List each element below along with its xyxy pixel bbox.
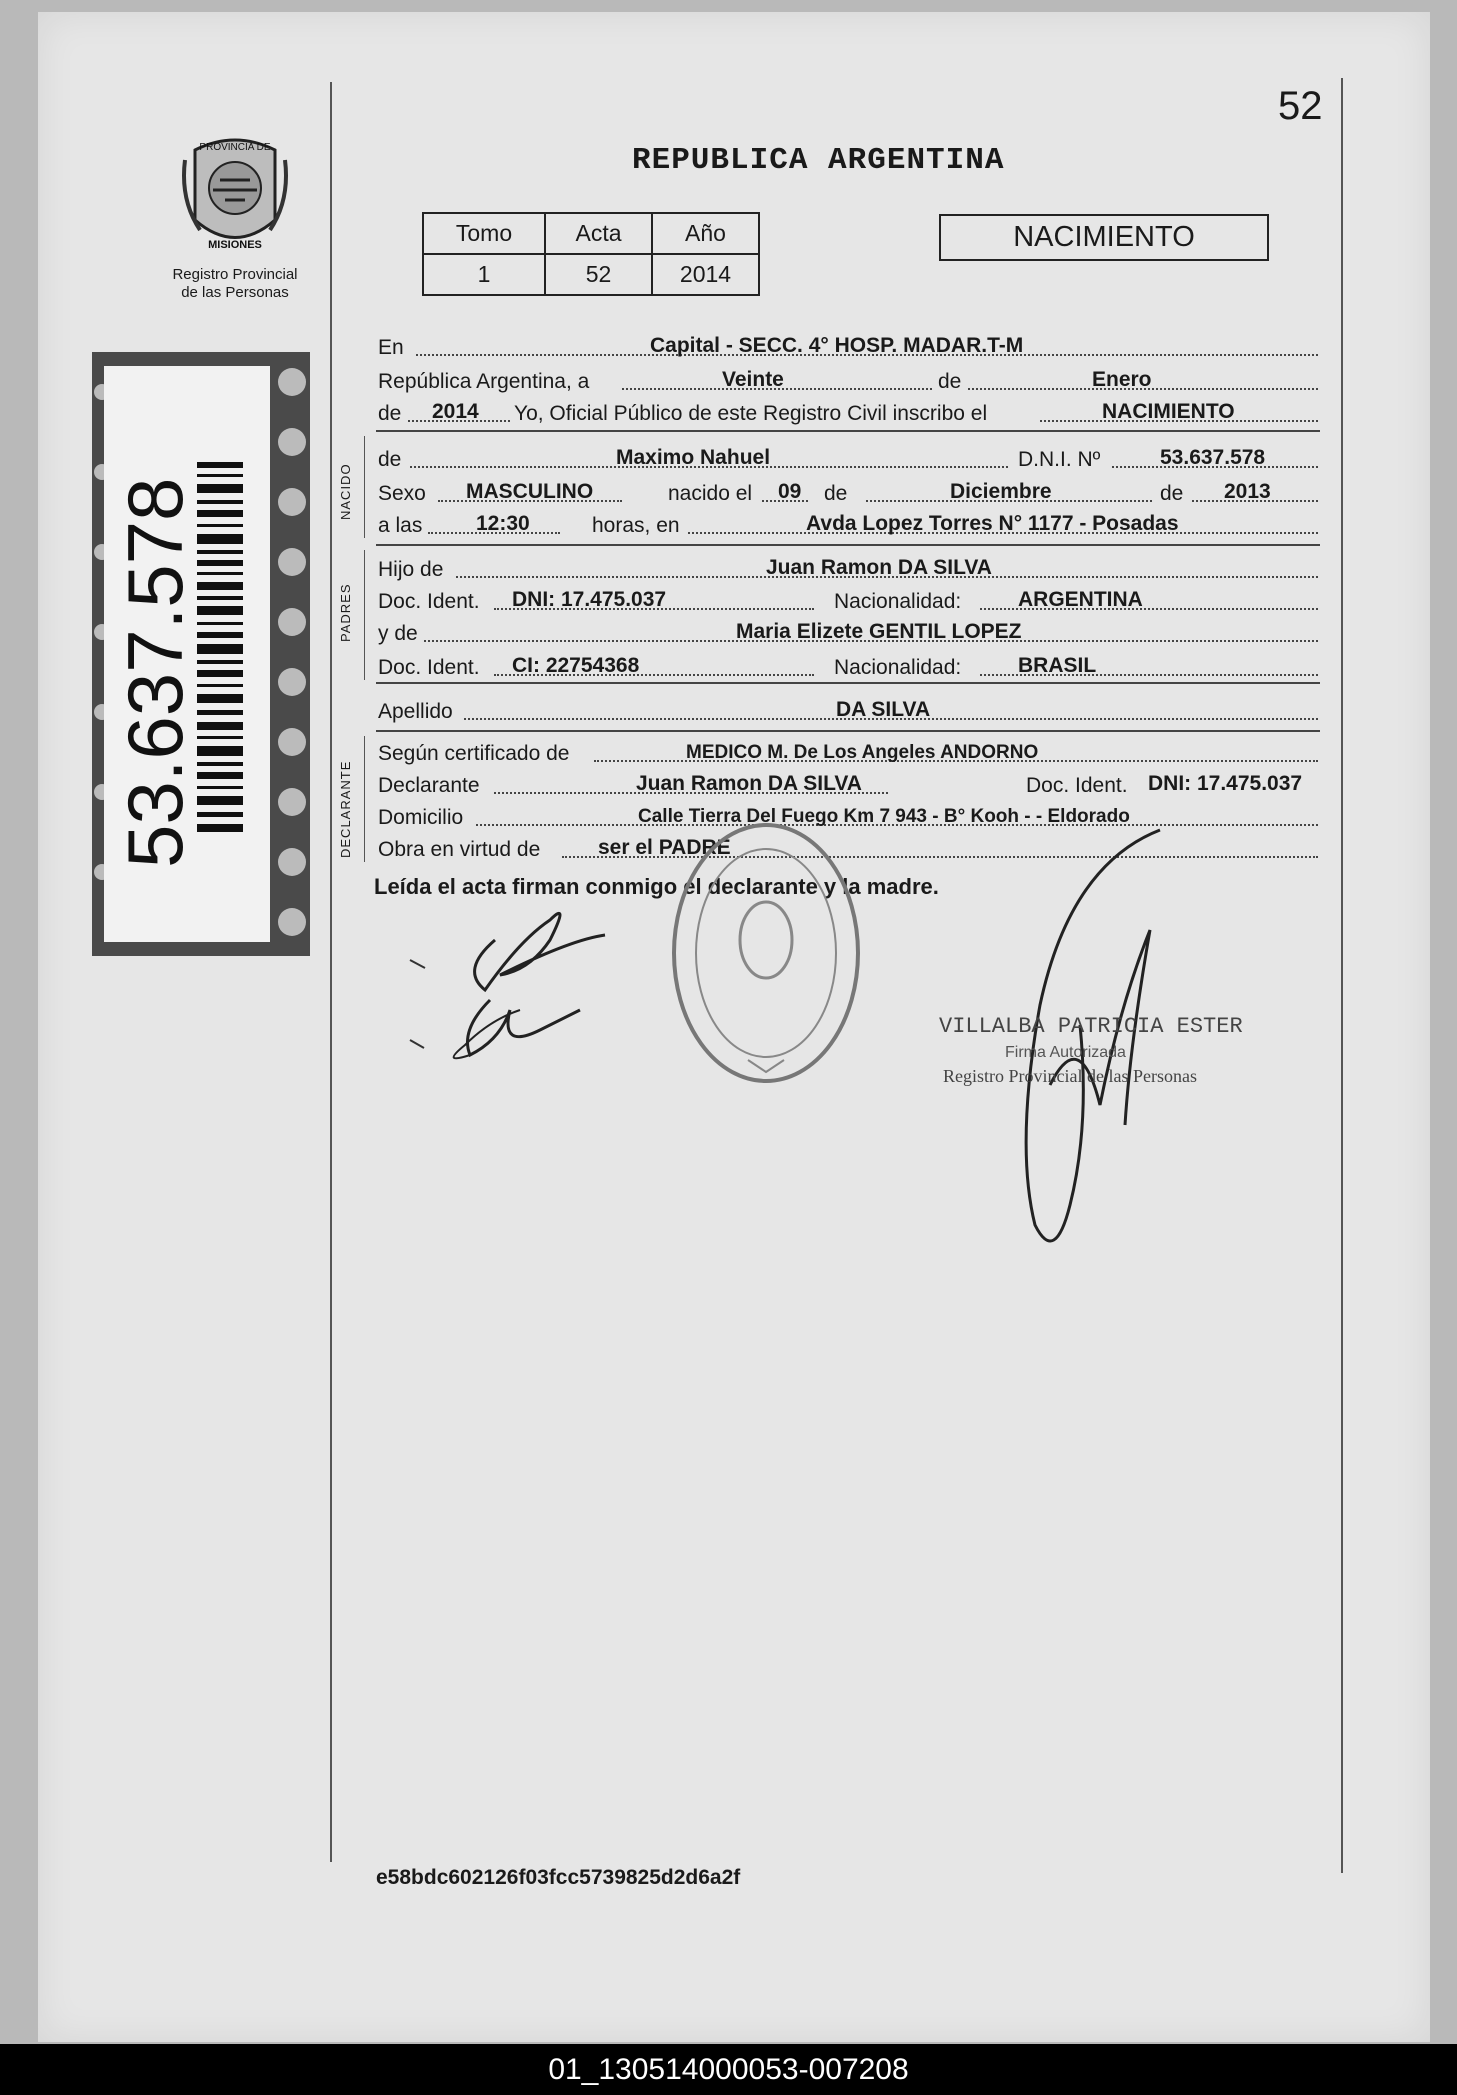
label-republica: República Argentina, a <box>378 370 590 393</box>
label-horas-en: horas, en <box>592 514 680 537</box>
value-padre: Juan Ramon DA SILVA <box>766 556 992 579</box>
row-madre-doc <box>376 648 1320 682</box>
value-madre-nac: BRASIL <box>1018 654 1097 677</box>
right-margin-line <box>1341 78 1343 1873</box>
value-mes: Enero <box>1092 368 1152 391</box>
value-mes-nac: Diciembre <box>950 480 1052 503</box>
label-de-mes: de <box>938 370 962 393</box>
value-hora: 12:30 <box>476 512 530 535</box>
label-doc-ident-padre: Doc. Ident. <box>378 590 480 613</box>
page-number: 52 <box>1278 84 1323 128</box>
row-lugar <box>376 328 1320 362</box>
closing-statement: Leída el acta firman conmigo el declarante y la madre. <box>374 874 939 899</box>
side-label-declarante: DECLARANTE <box>338 760 353 858</box>
label-domicilio: Domicilio <box>378 806 464 829</box>
label-de-anio-nac: de <box>1160 482 1184 505</box>
registry-caption <box>150 266 320 302</box>
row-fecha <box>376 362 1320 396</box>
document-title: REPUBLICA ARGENTINA <box>632 143 1005 178</box>
value-declarante-doc: DNI: 17.475.037 <box>1148 772 1303 795</box>
value-acta: 52 <box>545 254 652 295</box>
value-lugar-nac: Avda Lopez Torres N° 1177 - Posadas <box>806 512 1179 535</box>
record-table <box>422 212 760 296</box>
label-de-nombre: de <box>378 448 402 471</box>
label-doc-ident-declarante: Doc. Ident. <box>1026 774 1128 797</box>
section-bar-declarante <box>364 736 365 862</box>
record-type-box: NACIMIENTO <box>939 214 1269 261</box>
label-nacionalidad-madre: Nacionalidad: <box>834 656 962 679</box>
value-anio-nac: 2013 <box>1224 480 1271 503</box>
side-label-nacido: NACIDO <box>338 463 353 520</box>
label-y-de: y de <box>378 622 418 645</box>
row-hora <box>376 506 1320 540</box>
value-madre-doc: CI: 22754368 <box>512 654 640 677</box>
registry-caption-line2: de las Personas <box>181 284 289 301</box>
row-padre <box>376 550 1320 584</box>
row-sexo <box>376 474 1320 508</box>
label-dni: D.N.I. Nº <box>1018 448 1101 471</box>
label-declarante: Declarante <box>378 774 480 797</box>
scan-footer-id: 01_130514000053-007208 <box>0 2044 1457 2095</box>
label-hijo-de: Hijo de <box>378 558 444 581</box>
header-acta: Acta <box>545 213 652 254</box>
row-declarante <box>376 766 1320 800</box>
svg-text:PROVINCIA DE: PROVINCIA DE <box>199 142 271 153</box>
label-de-dia: de <box>824 482 848 505</box>
value-anio: 2014 <box>432 400 479 423</box>
value-lugar: Capital - SECC. 4° HOSP. MADAR.T-M <box>650 334 1024 357</box>
label-sexo: Sexo <box>378 482 426 505</box>
label-de-anio: de <box>378 402 402 425</box>
label-a-las: a las <box>378 514 423 537</box>
province-coat-of-arms <box>180 130 290 260</box>
header-anio: Año <box>652 213 759 254</box>
value-padre-nac: ARGENTINA <box>1018 588 1143 611</box>
side-label-padres: PADRES <box>338 583 353 642</box>
value-acto: NACIMIENTO <box>1102 400 1235 423</box>
value-domicilio: Calle Tierra Del Fuego Km 7 943 - B° Kooh - - Eldorado <box>638 806 1130 827</box>
document-hash: e58bdc602126f03fcc5739825d2d6a2f <box>376 1866 741 1889</box>
value-dia: Veinte <box>722 368 784 391</box>
label-nacido-el: nacido el <box>668 482 753 505</box>
label-segun-certificado: Según certificado de <box>378 742 570 765</box>
label-nacionalidad-padre: Nacionalidad: <box>834 590 962 613</box>
label-en: En <box>378 336 404 359</box>
left-margin-line <box>330 82 332 1862</box>
declarant-signature <box>400 880 630 1080</box>
value-madre: Maria Elizete GENTIL LOPEZ <box>736 620 1022 643</box>
value-dia-nac: 09 <box>778 480 802 503</box>
row-nombre <box>376 440 1320 474</box>
id-stamp-number: 53.637.578 <box>111 477 199 868</box>
registry-caption-line1: Registro Provincial <box>172 266 298 283</box>
row-padre-doc <box>376 582 1320 616</box>
section-bar-padres <box>364 550 365 680</box>
row-anio-acto <box>376 394 1320 428</box>
value-padre-doc: DNI: 17.475.037 <box>512 588 667 611</box>
row-madre <box>376 614 1320 648</box>
official-name: VILLALBA PATRICIA ESTER <box>939 1014 1243 1039</box>
value-dni: 53.637.578 <box>1160 446 1266 469</box>
value-tomo: 1 <box>423 254 545 295</box>
label-obra-en-virtud: Obra en virtud de <box>378 838 541 861</box>
value-declarante: Juan Ramon DA SILVA <box>636 772 862 795</box>
value-anio: 2014 <box>652 254 759 295</box>
official-role: Firma Autorizada <box>1005 1044 1126 1061</box>
value-obra: ser el PADRE <box>598 836 731 859</box>
header-tomo: Tomo <box>423 213 545 254</box>
official-seal <box>668 820 864 1086</box>
label-yo-oficial: Yo, Oficial Público de este Registro Civil inscribo el <box>514 402 988 425</box>
svg-text:MISIONES: MISIONES <box>208 239 262 251</box>
row-apellido <box>376 692 1320 726</box>
value-sexo: MASCULINO <box>466 480 594 503</box>
official-office: Registro Provincial de las Personas <box>943 1066 1197 1086</box>
section-bar-nacido <box>364 436 365 538</box>
label-apellido: Apellido <box>378 700 453 723</box>
value-certificado: MEDICO M. De Los Angeles ANDORNO <box>686 742 1039 763</box>
value-nombre: Maximo Nahuel <box>616 446 771 469</box>
value-apellido: DA SILVA <box>836 698 931 721</box>
row-certificado <box>376 734 1320 768</box>
label-doc-ident-madre: Doc. Ident. <box>378 656 480 679</box>
